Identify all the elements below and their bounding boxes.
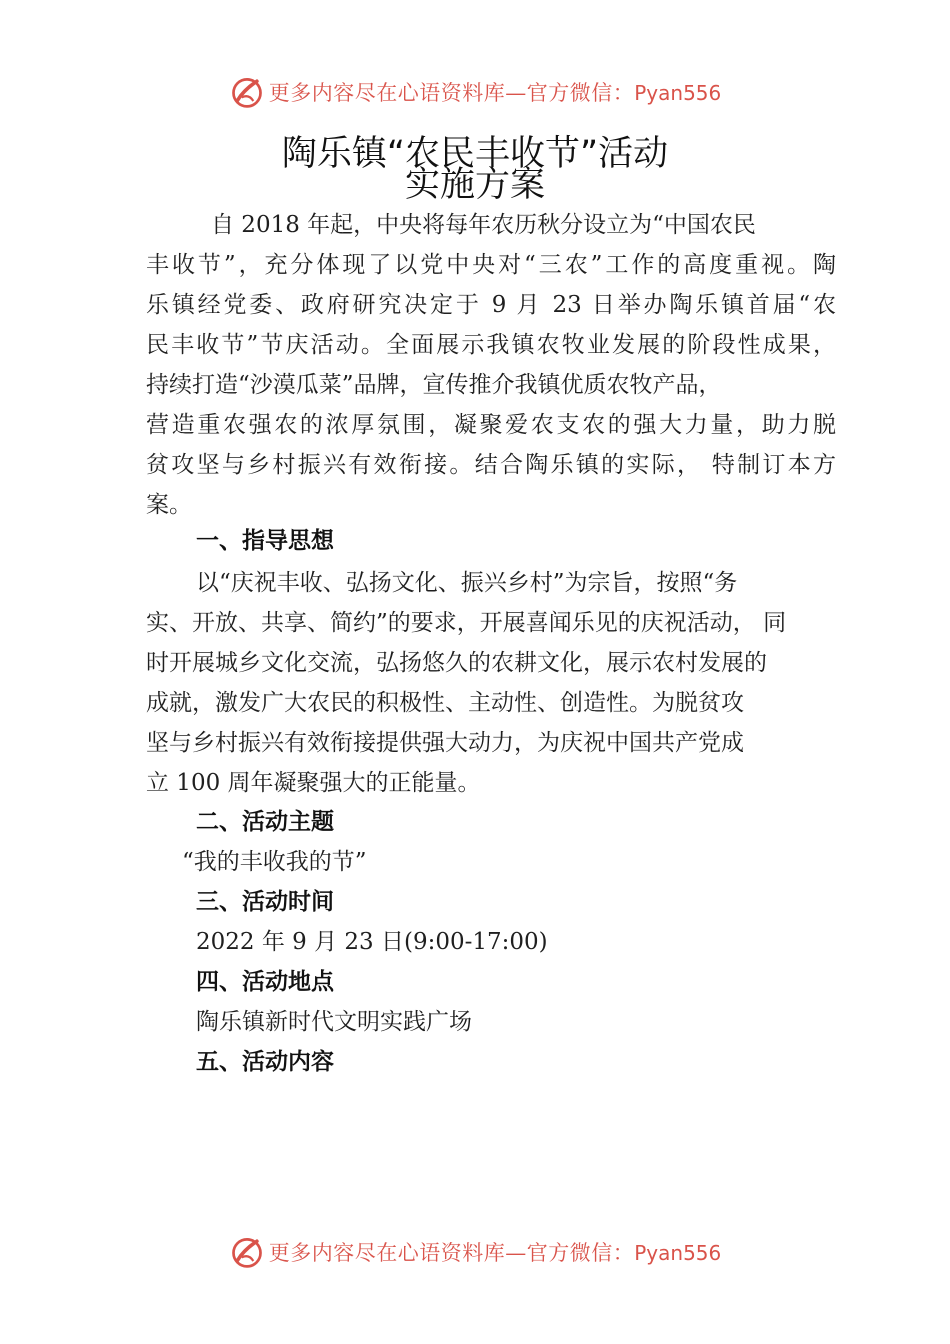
intro-line: 自 2018 年起，中央将每年农历秋分设立为“中国农民 — [211, 212, 756, 238]
intro-paragraph — [146, 205, 836, 525]
intro-line: 丰收节”，充分体现了以党中央对“三农”工作的高度重视。陶 — [146, 252, 836, 278]
intro-line: 持续打造“沙漠瓜菜”品牌，宣传推介我镇优质农牧产品， — [146, 372, 722, 398]
document-title-line1: 陶乐镇“农民丰收节”活动 — [281, 134, 669, 174]
watermark-text: 更多内容尽在心语资料库—官方微信：Pyan556 — [268, 81, 722, 105]
intro-line: 乐镇经党委、政府研究决定于 9 月 23 日举办陶乐镇首届“农 — [146, 292, 836, 318]
section-heading-time: 三、活动时间 — [196, 889, 334, 915]
intro-line: 贫攻坚与乡村振兴有效衔接。结合陶乐镇的实际， 特制订本方 — [146, 452, 836, 478]
section-heading-guiding-ideology: 一、指导思想 — [196, 528, 334, 554]
watermark-text: 更多内容尽在心语资料库—官方微信：Pyan556 — [268, 1241, 722, 1265]
footer-watermark — [0, 1230, 950, 1274]
brush-logo-icon — [229, 74, 265, 110]
section-heading-location: 四、活动地点 — [196, 969, 334, 995]
paragraph-line: 以“庆祝丰收、弘扬文化、振兴乡村”为宗旨，按照“务 — [196, 570, 738, 596]
section-heading-theme: 二、活动主题 — [196, 809, 334, 835]
paragraph-line: 立 100 周年凝聚强大的正能量。 — [146, 770, 481, 796]
intro-line: 民丰收节”节庆活动。全面展示我镇农牧业发展的阶段性成果， — [146, 332, 836, 358]
watermark-wechat-id: Pyan556 — [634, 81, 722, 105]
event-time-text: 2022 年 9 月 23 日(9:00-17:00) — [196, 929, 548, 955]
intro-line: 案。 — [146, 492, 192, 518]
guiding-ideology-paragraph — [146, 563, 836, 803]
event-location-text: 陶乐镇新时代文明实践广场 — [196, 1009, 472, 1035]
paragraph-line: 实、开放、共享、简约”的要求，开展喜闻乐见的庆祝活动， 同 — [146, 610, 787, 636]
brush-logo-icon — [229, 1234, 265, 1270]
intro-line: 营造重农强农的浓厚氛围，凝聚爱农支农的强大力量，助力脱 — [146, 412, 836, 438]
paragraph-line: 成就，激发广大农民的积极性、主动性、创造性。为脱贫攻 — [146, 690, 744, 716]
theme-text: “我的丰收我的节” — [182, 849, 367, 875]
section-heading-content: 五、活动内容 — [196, 1049, 334, 1075]
watermark-wechat-id: Pyan556 — [634, 1241, 722, 1265]
document-title-line2: 实施方案 — [404, 165, 545, 205]
header-watermark — [0, 70, 950, 114]
paragraph-line: 时开展城乡文化交流，弘扬悠久的农耕文化，展示农村发展的 — [146, 650, 767, 676]
paragraph-line: 坚与乡村振兴有效衔接提供强大动力，为庆祝中国共产党成 — [146, 730, 744, 756]
